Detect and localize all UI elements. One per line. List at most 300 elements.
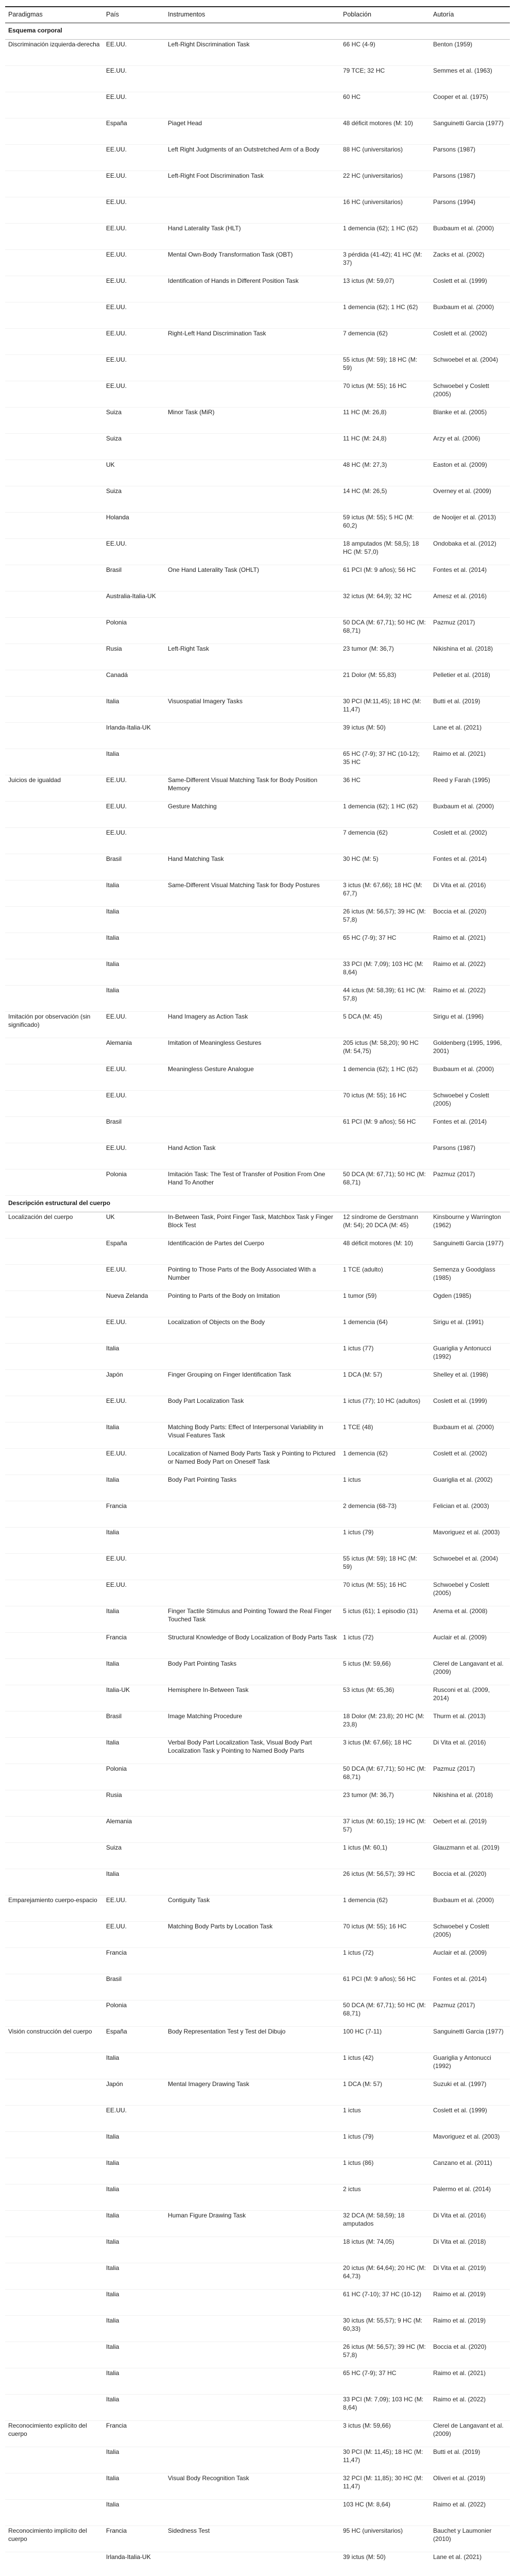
cell-autoria: Semmes et al. (1963) bbox=[430, 66, 510, 92]
table-row bbox=[5, 591, 510, 618]
cell-poblacion: 70 ictus (M: 55); 16 HC bbox=[340, 1922, 430, 1948]
table-row bbox=[5, 1143, 510, 1170]
cell-pais: EE.UU. bbox=[103, 145, 165, 171]
cell-paradigma bbox=[5, 434, 103, 460]
cell-paradigma: Localización del cuerpo bbox=[5, 1212, 103, 1239]
cell-instrumento bbox=[165, 1869, 340, 1895]
cell-instrumento bbox=[165, 1790, 340, 1817]
cell-autoria: Benton (1959) bbox=[430, 40, 510, 66]
cell-paradigma bbox=[5, 1817, 103, 1843]
cell-autoria: Raimo et al. (2019) bbox=[430, 2316, 510, 2342]
cell-autoria: Raimo et al. (2022) bbox=[430, 2500, 510, 2526]
cell-poblacion: 50 DCA (M: 67,71); 50 HC (M: 68,71) bbox=[340, 2001, 430, 2027]
cell-paradigma bbox=[5, 2132, 103, 2158]
cell-paradigma bbox=[5, 1738, 103, 1764]
cell-poblacion: 7 demencia (62) bbox=[340, 329, 430, 355]
cell-autoria: Parsons (1987) bbox=[430, 1143, 510, 1170]
cell-autoria: Oebert et al. (2019) bbox=[430, 1817, 510, 1843]
cell-pais: EE.UU. bbox=[103, 355, 165, 381]
cell-autoria: Canzano et al. (2011) bbox=[430, 2158, 510, 2184]
cell-poblacion: 50 DCA (M: 67,71); 50 HC (M: 68,71) bbox=[340, 1170, 430, 1196]
cell-instrumento: Finger Tactile Stimulus and Pointing Toward the Real Finger Touched Task bbox=[165, 1606, 340, 1633]
cell-instrumento bbox=[165, 959, 340, 986]
table-row bbox=[5, 880, 510, 907]
cell-pais: Italia bbox=[103, 2184, 165, 2211]
table-row bbox=[5, 1317, 510, 1344]
cell-instrumento: Body Part Pointing Tasks bbox=[165, 1659, 340, 1685]
table-row bbox=[5, 2001, 510, 2027]
cell-instrumento bbox=[165, 2447, 340, 2473]
table-row bbox=[5, 2053, 510, 2079]
table-row bbox=[5, 1843, 510, 1869]
table-row bbox=[5, 66, 510, 92]
cell-paradigma bbox=[5, 828, 103, 854]
table-row bbox=[5, 145, 510, 171]
cell-poblacion: 7 demencia (62) bbox=[340, 828, 430, 854]
cell-autoria: Oliveri et al. (2019) bbox=[430, 2473, 510, 2500]
cell-poblacion: 1 ictus bbox=[340, 1475, 430, 1501]
table-row bbox=[5, 933, 510, 959]
cell-pais: Italia bbox=[103, 1659, 165, 1685]
table-row bbox=[5, 302, 510, 329]
cell-pais: Italia bbox=[103, 2053, 165, 2079]
cell-poblacion: 3 ictus (M: 67,66); 18 HC bbox=[340, 1738, 430, 1764]
cell-pais: Polonia bbox=[103, 1764, 165, 1790]
cell-autoria: Fontes et al. (2014) bbox=[430, 565, 510, 591]
cell-pais: EE.UU. bbox=[103, 1922, 165, 1948]
cell-paradigma bbox=[5, 1764, 103, 1790]
cell-instrumento: Finger Grouping on Finger Identification Task bbox=[165, 1370, 340, 1396]
cell-pais: Italia bbox=[103, 2368, 165, 2395]
cell-poblacion: 61 HC (7-10); 37 HC (10-12) bbox=[340, 2290, 430, 2316]
cell-poblacion: 103 HC (M: 8,64) bbox=[340, 2500, 430, 2526]
cell-autoria: Buxbaum et al. (2000) bbox=[430, 1064, 510, 1091]
cell-autoria: Ondobaka et al. (2012) bbox=[430, 539, 510, 565]
cell-poblacion: 1 ictus bbox=[340, 2106, 430, 2132]
cell-autoria: Blanke et al. (2005) bbox=[430, 408, 510, 434]
cell-poblacion: 26 ictus (M: 56,57); 39 HC (M: 57,8) bbox=[340, 907, 430, 933]
cell-poblacion: 30 HC (M: 5) bbox=[340, 854, 430, 880]
cell-instrumento: Left-Right Task bbox=[165, 644, 340, 670]
cell-poblacion: 50 DCA (M: 67,71); 50 HC (M: 68,71) bbox=[340, 618, 430, 644]
cell-poblacion: 2 demencia (68-73) bbox=[340, 1501, 430, 1528]
table-row bbox=[5, 644, 510, 670]
cell-poblacion: 16 HC (universitarios) bbox=[340, 197, 430, 224]
table-row bbox=[5, 1012, 510, 1038]
cell-pais: UK bbox=[103, 460, 165, 486]
cell-pais: EE.UU. bbox=[103, 1064, 165, 1091]
cell-poblacion: 88 HC (universitarios) bbox=[340, 145, 430, 171]
cell-poblacion: 48 déficit motores (M: 10) bbox=[340, 1239, 430, 1265]
cell-paradigma: Discriminación izquierda-derecha bbox=[5, 40, 103, 66]
cell-poblacion: 32 ictus (M: 64,9); 32 HC bbox=[340, 591, 430, 618]
cell-paradigma bbox=[5, 2001, 103, 2027]
table-row bbox=[5, 1212, 510, 1239]
cell-paradigma bbox=[5, 1170, 103, 1196]
table-row bbox=[5, 2316, 510, 2342]
table-row bbox=[5, 539, 510, 565]
cell-poblacion: 1 ictus (86) bbox=[340, 2158, 430, 2184]
cell-pais: Italia bbox=[103, 907, 165, 933]
table-row bbox=[5, 959, 510, 986]
cell-instrumento bbox=[165, 2184, 340, 2211]
cell-autoria: Semenza y Goodglass (1985) bbox=[430, 1265, 510, 1291]
cell-paradigma bbox=[5, 1528, 103, 1554]
table-row bbox=[5, 1038, 510, 1064]
cell-autoria: Buxbaum et al. (2000) bbox=[430, 224, 510, 250]
cell-poblacion: 1 demencia (62); 1 HC (62) bbox=[340, 1064, 430, 1091]
cell-instrumento: Visual Body Recognition Task bbox=[165, 2473, 340, 2500]
cell-pais: Suiza bbox=[103, 408, 165, 434]
cell-autoria: Pazmuz (2017) bbox=[430, 1170, 510, 1196]
table-row bbox=[5, 1475, 510, 1501]
cell-instrumento: Body Part Localization Task bbox=[165, 1396, 340, 1422]
cell-paradigma bbox=[5, 1117, 103, 1143]
cell-pais: EE.UU. bbox=[103, 197, 165, 224]
cell-instrumento bbox=[165, 2001, 340, 2027]
cell-autoria: Di Vita et al. (2016) bbox=[430, 880, 510, 907]
table-row bbox=[5, 2342, 510, 2368]
cell-pais: Rusia bbox=[103, 1790, 165, 1817]
cell-instrumento: Identificación de Partes del Cuerpo bbox=[165, 1239, 340, 1265]
cell-paradigma bbox=[5, 565, 103, 591]
cell-autoria: Guariglia y Antonucci (1992) bbox=[430, 1344, 510, 1370]
cell-poblacion bbox=[340, 1143, 430, 1170]
cell-paradigma bbox=[5, 618, 103, 644]
cell-autoria: Fontes et al. (2014) bbox=[430, 854, 510, 880]
cell-poblacion: 39 ictus (M: 50) bbox=[340, 2552, 430, 2576]
cell-instrumento bbox=[165, 486, 340, 513]
cell-autoria: Ogden (1985) bbox=[430, 1291, 510, 1317]
cell-paradigma bbox=[5, 1239, 103, 1265]
cell-pais: Brasil bbox=[103, 854, 165, 880]
table-row bbox=[5, 2421, 510, 2447]
cell-instrumento bbox=[165, 2395, 340, 2421]
cell-instrumento bbox=[165, 302, 340, 329]
cell-pais: Italia bbox=[103, 1738, 165, 1764]
table-row bbox=[5, 92, 510, 118]
cell-autoria: Sanguinetti Garcia (1977) bbox=[430, 1239, 510, 1265]
cell-pais: EE.UU. bbox=[103, 302, 165, 329]
cell-instrumento bbox=[165, 1528, 340, 1554]
table-row bbox=[5, 802, 510, 828]
table-row bbox=[5, 2395, 510, 2421]
cell-pais: Italia bbox=[103, 2473, 165, 2500]
cell-paradigma bbox=[5, 2237, 103, 2263]
cell-paradigma bbox=[5, 1344, 103, 1370]
table-row bbox=[5, 1817, 510, 1843]
cell-autoria: Buxbaum et al. (2000) bbox=[430, 302, 510, 329]
cell-poblacion: 61 PCI (M: 9 años); 56 HC bbox=[340, 565, 430, 591]
cell-autoria: Boccia et al. (2020) bbox=[430, 907, 510, 933]
cell-autoria: Felician et al. (2003) bbox=[430, 1501, 510, 1528]
cell-autoria: Buxbaum et al. (2000) bbox=[430, 1895, 510, 1922]
cell-paradigma bbox=[5, 986, 103, 1012]
cell-pais: Irlanda-Italia-UK bbox=[103, 723, 165, 749]
table-row bbox=[5, 250, 510, 276]
table-row bbox=[5, 2263, 510, 2290]
table-row bbox=[5, 224, 510, 250]
table-row bbox=[5, 2290, 510, 2316]
cell-paradigma bbox=[5, 1396, 103, 1422]
cell-instrumento: Imitación Task: The Test of Transfer of Position From One Hand To Another bbox=[165, 1170, 340, 1196]
cell-poblacion: 70 ictus (M: 55); 16 HC bbox=[340, 1091, 430, 1117]
cell-poblacion: 48 déficit motores (M: 10) bbox=[340, 118, 430, 145]
table-row bbox=[5, 1291, 510, 1317]
cell-pais: Italia bbox=[103, 1344, 165, 1370]
cell-paradigma bbox=[5, 1580, 103, 1606]
cell-autoria: Suzuki et al. (1997) bbox=[430, 2079, 510, 2106]
cell-instrumento bbox=[165, 907, 340, 933]
cell-pais: EE.UU. bbox=[103, 40, 165, 66]
cell-instrumento bbox=[165, 1764, 340, 1790]
cell-paradigma bbox=[5, 513, 103, 539]
cell-poblacion: 37 ictus (M: 60,15); 19 HC (M: 57) bbox=[340, 1817, 430, 1843]
cell-instrumento bbox=[165, 66, 340, 92]
table-row bbox=[5, 1265, 510, 1291]
cell-pais: Italia bbox=[103, 2237, 165, 2263]
cell-instrumento: Sidedness Test bbox=[165, 2526, 340, 2552]
cell-pais: EE.UU. bbox=[103, 224, 165, 250]
table-row bbox=[5, 2027, 510, 2053]
table-row bbox=[5, 1790, 510, 1817]
cell-pais: EE.UU. bbox=[103, 1265, 165, 1291]
table-row bbox=[5, 2552, 510, 2576]
cell-instrumento: Human Figure Drawing Task bbox=[165, 2211, 340, 2237]
cell-autoria: Di Vita et al. (2018) bbox=[430, 2237, 510, 2263]
cell-autoria: Coslett et al. (1999) bbox=[430, 1396, 510, 1422]
cell-pais: Polonia bbox=[103, 618, 165, 644]
cell-paradigma: Reconocimiento implícito del cuerpo bbox=[5, 2526, 103, 2552]
cell-pais: Italia bbox=[103, 880, 165, 907]
cell-paradigma bbox=[5, 670, 103, 697]
cell-poblacion: 1 demencia (62); 1 HC (62) bbox=[340, 802, 430, 828]
cell-paradigma bbox=[5, 907, 103, 933]
cell-pais: Francia bbox=[103, 2526, 165, 2552]
cell-poblacion: 1 demencia (62); 1 HC (62) bbox=[340, 224, 430, 250]
cell-autoria: Thurm et al. (2013) bbox=[430, 1711, 510, 1738]
table-row bbox=[5, 486, 510, 513]
cell-pais: Italia bbox=[103, 2132, 165, 2158]
table-row bbox=[5, 1764, 510, 1790]
cell-autoria: Nikishina et al. (2018) bbox=[430, 644, 510, 670]
cell-pais: Italia bbox=[103, 1869, 165, 1895]
cell-autoria: Di Vita et al. (2016) bbox=[430, 2211, 510, 2237]
cell-autoria: Sirigu et al. (1991) bbox=[430, 1317, 510, 1344]
cell-pais: Brasil bbox=[103, 565, 165, 591]
cell-poblacion: 33 PCI (M: 7,09); 103 HC (M: 8,64) bbox=[340, 2395, 430, 2421]
cell-poblacion: 48 HC (M: 27,3) bbox=[340, 460, 430, 486]
cell-pais: EE.UU. bbox=[103, 276, 165, 302]
cell-poblacion: 32 PCI (M: 11,85); 30 HC (M: 11,47) bbox=[340, 2473, 430, 2500]
cell-paradigma bbox=[5, 1606, 103, 1633]
cell-pais: EE.UU. bbox=[103, 329, 165, 355]
cell-paradigma bbox=[5, 2079, 103, 2106]
cell-instrumento: Mental Own-Body Transformation Task (OBT) bbox=[165, 250, 340, 276]
cell-instrumento: Left-Right Discrimination Task bbox=[165, 40, 340, 66]
table-row bbox=[5, 513, 510, 539]
cell-paradigma bbox=[5, 224, 103, 250]
table-row bbox=[5, 828, 510, 854]
cell-instrumento: Pointing to Parts of the Body on Imitation bbox=[165, 1291, 340, 1317]
cell-poblacion: 205 ictus (M: 58,20); 90 HC (M: 54,75) bbox=[340, 1038, 430, 1064]
cell-instrumento bbox=[165, 2552, 340, 2576]
cell-poblacion: 1 DCA (M: 57) bbox=[340, 1370, 430, 1396]
cell-autoria: Rusconi et al. (2009, 2014) bbox=[430, 1685, 510, 1711]
cell-paradigma bbox=[5, 1501, 103, 1528]
cell-pais: EE.UU. bbox=[103, 1317, 165, 1344]
cell-paradigma bbox=[5, 1922, 103, 1948]
cell-pais: EE.UU. bbox=[103, 381, 165, 408]
cell-poblacion: 53 ictus (M: 65,36) bbox=[340, 1685, 430, 1711]
cell-instrumento bbox=[165, 1580, 340, 1606]
cell-instrumento: Hand Imagery as Action Task bbox=[165, 1012, 340, 1038]
cell-paradigma bbox=[5, 460, 103, 486]
cell-instrumento: Pointing to Those Parts of the Body Associated With a Number bbox=[165, 1265, 340, 1291]
cell-pais: Italia bbox=[103, 2342, 165, 2368]
cell-autoria: Palermo et al. (2014) bbox=[430, 2184, 510, 2211]
column-header-paradigmas: Paradigmas bbox=[5, 7, 103, 23]
cell-autoria: Schwoebel y Coslett (2005) bbox=[430, 1922, 510, 1948]
cell-pais: Suiza bbox=[103, 434, 165, 460]
cell-autoria: Guariglia y Antonucci (1992) bbox=[430, 2053, 510, 2079]
table-row bbox=[5, 1606, 510, 1633]
cell-instrumento bbox=[165, 749, 340, 775]
cell-autoria: Raimo et al. (2022) bbox=[430, 986, 510, 1012]
cell-paradigma bbox=[5, 1790, 103, 1817]
cell-instrumento: Visuospatial Imagery Tasks bbox=[165, 697, 340, 723]
cell-poblacion: 5 ictus (61); 1 episodio (31) bbox=[340, 1606, 430, 1633]
cell-poblacion: 18 amputados (M: 58,5); 18 HC (M: 57,0) bbox=[340, 539, 430, 565]
cell-autoria: Coslett et al. (2002) bbox=[430, 329, 510, 355]
table-row bbox=[5, 1239, 510, 1265]
cell-poblacion: 1 ictus (77) bbox=[340, 1344, 430, 1370]
cell-paradigma bbox=[5, 1370, 103, 1396]
cell-autoria: Reed y Farah (1995) bbox=[430, 775, 510, 802]
cell-pais: Italia bbox=[103, 2263, 165, 2290]
cell-paradigma bbox=[5, 408, 103, 434]
cell-poblacion: 26 ictus (M: 56,57); 39 HC bbox=[340, 1869, 430, 1895]
cell-poblacion: 59 ictus (M: 55); 5 HC (M: 60,2) bbox=[340, 513, 430, 539]
cell-poblacion: 11 HC (M: 26,8) bbox=[340, 408, 430, 434]
cell-paradigma bbox=[5, 2368, 103, 2395]
cell-poblacion: 32 DCA (M: 58,59); 18 amputados bbox=[340, 2211, 430, 2237]
cell-pais: Suiza bbox=[103, 1843, 165, 1869]
cell-instrumento: In-Between Task, Point Finger Task, Matchbox Task y Finger Block Test bbox=[165, 1212, 340, 1239]
cell-paradigma bbox=[5, 854, 103, 880]
cell-paradigma bbox=[5, 1685, 103, 1711]
cell-paradigma bbox=[5, 276, 103, 302]
cell-instrumento: Imitation of Meaningless Gestures bbox=[165, 1038, 340, 1064]
cell-autoria: Di Vita et al. (2016) bbox=[430, 1738, 510, 1764]
cell-paradigma: Emparejamiento cuerpo-espacio bbox=[5, 1895, 103, 1922]
cell-pais: España bbox=[103, 2027, 165, 2053]
cell-instrumento bbox=[165, 618, 340, 644]
table-row bbox=[5, 670, 510, 697]
cell-instrumento: Localization of Named Body Parts Task y Pointing to Pictured or Named Body Part on Oneself Task bbox=[165, 1449, 340, 1475]
cell-poblacion: 1 demencia (62); 1 HC (62) bbox=[340, 302, 430, 329]
cell-paradigma bbox=[5, 2106, 103, 2132]
cell-pais: Francia bbox=[103, 1501, 165, 1528]
cell-autoria: Raimo et al. (2021) bbox=[430, 933, 510, 959]
cell-poblacion: 70 ictus (M: 55); 16 HC bbox=[340, 1580, 430, 1606]
cell-autoria: Pazmuz (2017) bbox=[430, 2001, 510, 2027]
cell-autoria: Coslett et al. (2002) bbox=[430, 828, 510, 854]
cell-pais: Italia bbox=[103, 986, 165, 1012]
cell-autoria: Easton et al. (2009) bbox=[430, 460, 510, 486]
cell-pais: EE.UU. bbox=[103, 802, 165, 828]
cell-pais: Australia-Italia-UK bbox=[103, 591, 165, 618]
cell-poblacion: 1 ictus (42) bbox=[340, 2053, 430, 2079]
cell-poblacion: 65 HC (7-9); 37 HC (10-12); 35 HC bbox=[340, 749, 430, 775]
cell-poblacion: 3 ictus (M: 59,66) bbox=[340, 2421, 430, 2447]
cell-instrumento bbox=[165, 933, 340, 959]
cell-poblacion: 60 HC bbox=[340, 92, 430, 118]
cell-poblacion: 66 HC (4-9) bbox=[340, 40, 430, 66]
table-row bbox=[5, 1422, 510, 1449]
cell-paradigma bbox=[5, 2552, 103, 2576]
cell-paradigma bbox=[5, 1475, 103, 1501]
cell-autoria: Coslett et al. (1999) bbox=[430, 276, 510, 302]
cell-instrumento: Matching Body Parts by Location Task bbox=[165, 1922, 340, 1948]
cell-autoria: Raimo et al. (2021) bbox=[430, 749, 510, 775]
cell-poblacion: 23 tumor (M: 36,7) bbox=[340, 1790, 430, 1817]
cell-poblacion: 1 ictus (M: 60,1) bbox=[340, 1843, 430, 1869]
cell-pais: Italia bbox=[103, 697, 165, 723]
cell-autoria: Schwoebel y Coslett (2005) bbox=[430, 1580, 510, 1606]
table-row bbox=[5, 408, 510, 434]
cell-paradigma bbox=[5, 1317, 103, 1344]
cell-instrumento: Body Representation Test y Test del Dibujo bbox=[165, 2027, 340, 2053]
cell-pais: Polonia bbox=[103, 2001, 165, 2027]
cell-paradigma bbox=[5, 1711, 103, 1738]
cell-poblacion: 13 ictus (M: 59,07) bbox=[340, 276, 430, 302]
table-row bbox=[5, 2368, 510, 2395]
cell-paradigma bbox=[5, 959, 103, 986]
cell-paradigma bbox=[5, 1422, 103, 1449]
cell-poblacion: 1 demencia (62) bbox=[340, 1449, 430, 1475]
cell-paradigma bbox=[5, 302, 103, 329]
cell-poblacion: 3 pérdida (41-42); 41 HC (M: 37) bbox=[340, 250, 430, 276]
cell-poblacion: 12 síndrome de Gerstmann (M: 54); 20 DCA (M: 45) bbox=[340, 1212, 430, 1239]
cell-poblacion: 5 ictus (M: 59,66) bbox=[340, 1659, 430, 1685]
table-row bbox=[5, 171, 510, 197]
cell-pais: Suiza bbox=[103, 486, 165, 513]
cell-autoria: Schwoebel y Coslett (2005) bbox=[430, 381, 510, 408]
table-row bbox=[5, 907, 510, 933]
cell-pais: Italia bbox=[103, 2500, 165, 2526]
table-row bbox=[5, 1501, 510, 1528]
cell-autoria: Overney et al. (2009) bbox=[430, 486, 510, 513]
cell-instrumento bbox=[165, 1091, 340, 1117]
cell-paradigma bbox=[5, 2184, 103, 2211]
cell-instrumento bbox=[165, 591, 340, 618]
cell-paradigma bbox=[5, 92, 103, 118]
cell-paradigma bbox=[5, 2211, 103, 2237]
cell-pais: EE.UU. bbox=[103, 171, 165, 197]
cell-autoria: Cooper et al. (1975) bbox=[430, 92, 510, 118]
cell-instrumento bbox=[165, 2500, 340, 2526]
cell-autoria: Mavoriguez et al. (2003) bbox=[430, 1528, 510, 1554]
table-row bbox=[5, 1344, 510, 1370]
cell-pais: EE.UU. bbox=[103, 92, 165, 118]
cell-poblacion: 79 TCE; 32 HC bbox=[340, 66, 430, 92]
cell-paradigma bbox=[5, 2473, 103, 2500]
cell-instrumento bbox=[165, 1817, 340, 1843]
cell-instrumento bbox=[165, 2106, 340, 2132]
cell-autoria: Mavoriguez et al. (2003) bbox=[430, 2132, 510, 2158]
cell-instrumento: Minor Task (MiR) bbox=[165, 408, 340, 434]
